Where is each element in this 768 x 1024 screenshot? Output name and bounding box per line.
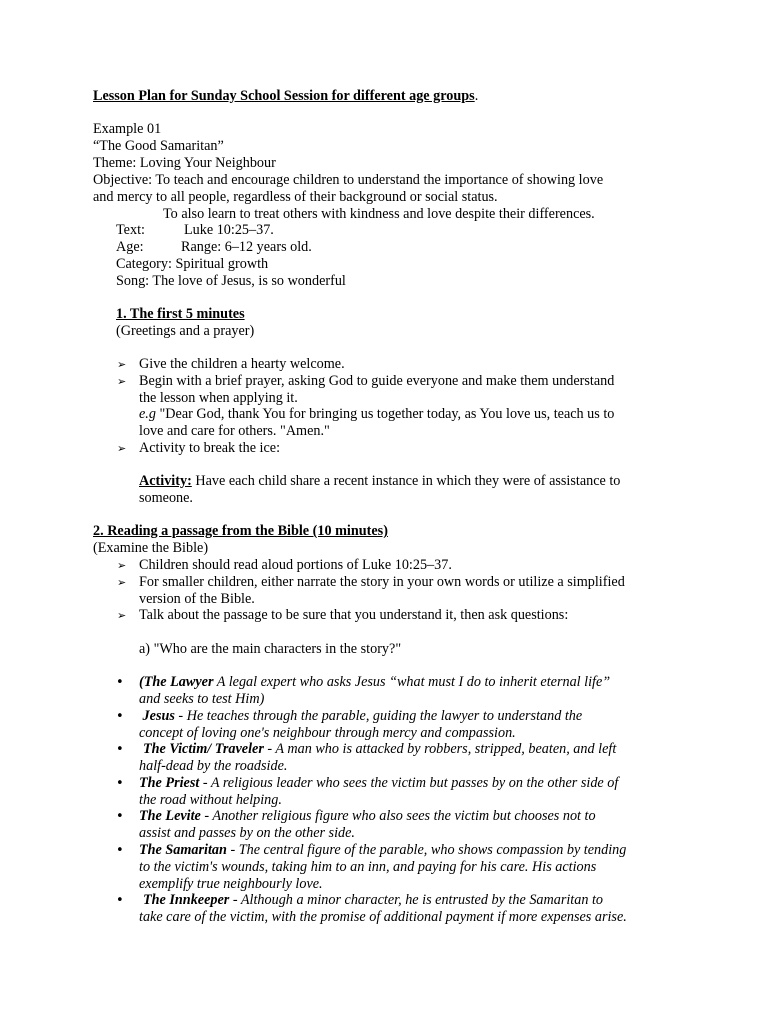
bullet-dot-icon: •: [116, 809, 124, 824]
character-item: Jesus - He teaches through the parable, guiding the lawyer to understand the: [139, 708, 583, 724]
list-item: Give the children a hearty welcome.: [139, 356, 345, 372]
arrow-bullet-icon: ➢: [117, 358, 127, 371]
character-item-continuation: concept of loving one's neighbour through mercy and compassion.: [139, 725, 516, 741]
question-line: a) "Who are the main characters in the story?": [139, 641, 402, 657]
character-item: The Levite - Another religious figure who also sees the victim but chooses not to: [139, 808, 596, 824]
arrow-bullet-icon: ➢: [117, 609, 127, 622]
objective-line: Objective: To teach and encourage children to understand the importance of showing love: [93, 172, 604, 188]
objective-line: and mercy to all people, regardless of their background or social status.: [93, 189, 498, 205]
bullet-dot-icon: •: [116, 709, 124, 724]
list-item: Talk about the passage to be sure that you understand it, then ask questions:: [139, 607, 569, 623]
prayer-example-continuation: love and care for others. "Amen.": [139, 423, 330, 439]
list-item: Begin with a brief prayer, asking God to guide everyone and make them understand: [139, 373, 615, 389]
character-item: The Victim/ Traveler - A man who is attacked by robbers, stripped, beaten, and left: [143, 741, 617, 757]
document-title: Lesson Plan for Sunday School Session for different age groups.: [93, 88, 479, 104]
section2-subheading: (Examine the Bible): [93, 540, 209, 556]
age-label: Age:: [116, 239, 144, 255]
list-item-continuation: the lesson when applying it.: [139, 390, 298, 406]
list-item-continuation: version of the Bible.: [139, 591, 255, 607]
list-item: For smaller children, either narrate the story in your own words or utilize a simplified: [139, 574, 625, 590]
lesson-title: “The Good Samaritan”: [93, 138, 224, 154]
text-value: Luke 10:25–37.: [184, 222, 274, 238]
character-item-continuation: assist and passes by on the other side.: [139, 825, 355, 841]
bullet-dot-icon: •: [116, 742, 124, 757]
list-item: Activity to break the ice:: [139, 440, 281, 456]
section1-subheading: (Greetings and a prayer): [116, 323, 255, 339]
arrow-bullet-icon: ➢: [117, 442, 127, 455]
bullet-dot-icon: •: [116, 675, 124, 690]
character-item-continuation: the road without helping.: [139, 792, 282, 808]
character-item-continuation: exemplify true neighbourly love.: [139, 876, 323, 892]
arrow-bullet-icon: ➢: [117, 559, 127, 572]
list-item: Children should read aloud portions of Luke 10:25–37.: [139, 557, 452, 573]
character-item: (The Lawyer A legal expert who asks Jesus “what must I do to inherit eternal life”: [139, 674, 611, 690]
character-item: The Priest - A religious leader who sees the victim but passes by on the other side of: [139, 775, 619, 791]
section1-heading: 1. The first 5 minutes: [116, 306, 245, 322]
character-item-continuation: half-dead by the roadside.: [139, 758, 288, 774]
arrow-bullet-icon: ➢: [117, 375, 127, 388]
text-label: Text:: [116, 222, 145, 238]
category-line: Category: Spiritual growth: [116, 256, 269, 272]
activity-continuation: someone.: [139, 490, 193, 506]
song-line: Song: The love of Jesus, is so wonderful: [116, 273, 346, 289]
activity-line: Activity: Have each child share a recent instance in which they were of assistance to: [139, 473, 621, 489]
arrow-bullet-icon: ➢: [117, 576, 127, 589]
character-item: The Samaritan - The central figure of the parable, who shows compassion by tending: [139, 842, 627, 858]
bullet-dot-icon: •: [116, 893, 124, 908]
bullet-dot-icon: •: [116, 776, 124, 791]
bullet-dot-icon: •: [116, 843, 124, 858]
age-value: Range: 6–12 years old.: [181, 239, 312, 255]
theme-line: Theme: Loving Your Neighbour: [93, 155, 276, 171]
prayer-example: e.g "Dear God, thank You for bringing us together today, as You love us, teach us to: [139, 406, 615, 422]
character-item: The Innkeeper - Although a minor character, he is entrusted by the Samaritan to: [143, 892, 604, 908]
character-item-continuation: to the victim's wounds, taking him to an inn, and paying for his care. His actions: [139, 859, 597, 875]
character-item-continuation: take care of the victim, with the promise of additional payment if more expenses arise.: [139, 909, 627, 925]
example-label: Example 01: [93, 121, 162, 137]
character-item-continuation: and seeks to test Him): [139, 691, 265, 707]
objective-line: To also learn to treat others with kindness and love despite their differences.: [163, 206, 595, 222]
section2-heading: 2. Reading a passage from the Bible (10 minutes): [93, 523, 388, 539]
